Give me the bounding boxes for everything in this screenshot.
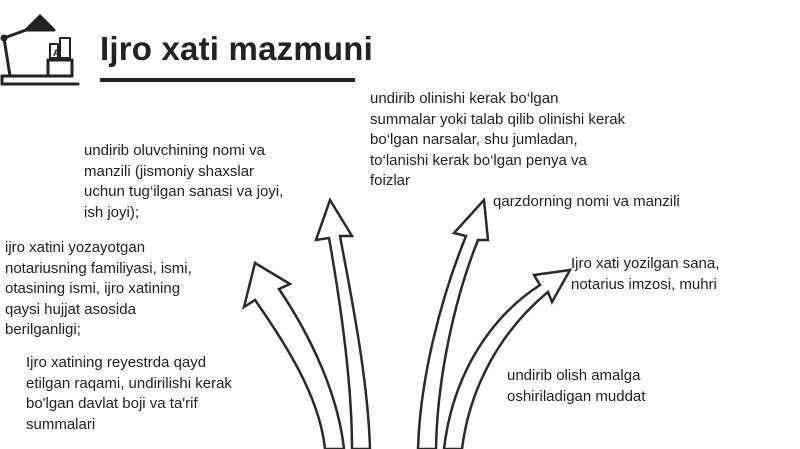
text-line: bo'lgan davlat boji va ta'rif [26,395,198,412]
text-line: qarzdorning nomi va manzili [493,193,680,210]
text-line: to‘lanishi kerak bo‘lgan penya va [370,151,587,169]
text-line: qaysi hujjat asosida [5,300,136,318]
text-line: ijro xatini yozayotgan [5,239,146,256]
text-line: notarius imzosi, muhri [571,275,717,293]
text-block-registry [26,353,232,435]
text-block-notary [5,238,192,341]
svg-text:A: A [53,48,60,58]
text-block-debtor [493,192,680,213]
text-line: summalar yoki talab qilib olinishi kerak [370,110,626,128]
text-block-deadline [507,366,645,407]
text-line: undirib olish amalga [507,367,641,384]
arrow-far-left [244,263,344,449]
text-line: undirib olinishi kerak bo‘lgan [370,90,559,107]
arrow-far-right [444,270,570,449]
text-line: etilgan raqami, undirilishi kerak [26,374,232,392]
text-line: summalari [26,415,96,433]
text-block-sums [370,89,625,192]
text-line: Ijro xati yozilgan sana, [571,255,720,272]
text-line: notariusning familiyasi, ismi, [5,259,192,277]
text-line: Ijro xatining reyestrda qayd [26,354,207,371]
text-block-date-signature [571,254,719,295]
text-line: manzili (jismoniy shaxslar [84,162,255,180]
text-line: oshiriladigan muddat [507,387,646,405]
text-line: foizlar [370,172,411,189]
text-line: bo‘lgan narsalar, shu jumladan, [370,131,578,148]
text-line: undirib oluvchining nomi va [84,142,265,159]
text-line: berilganligi; [5,321,81,338]
text-block-recipient [84,141,283,223]
text-line: otasining ismi, ijro xatining [5,280,181,297]
page-title: Ijro xati mazmuni [100,30,373,67]
text-line: ish joyi); [84,203,140,221]
text-line: uchun tug‘ilgan sanasi va joyi, [84,183,284,200]
